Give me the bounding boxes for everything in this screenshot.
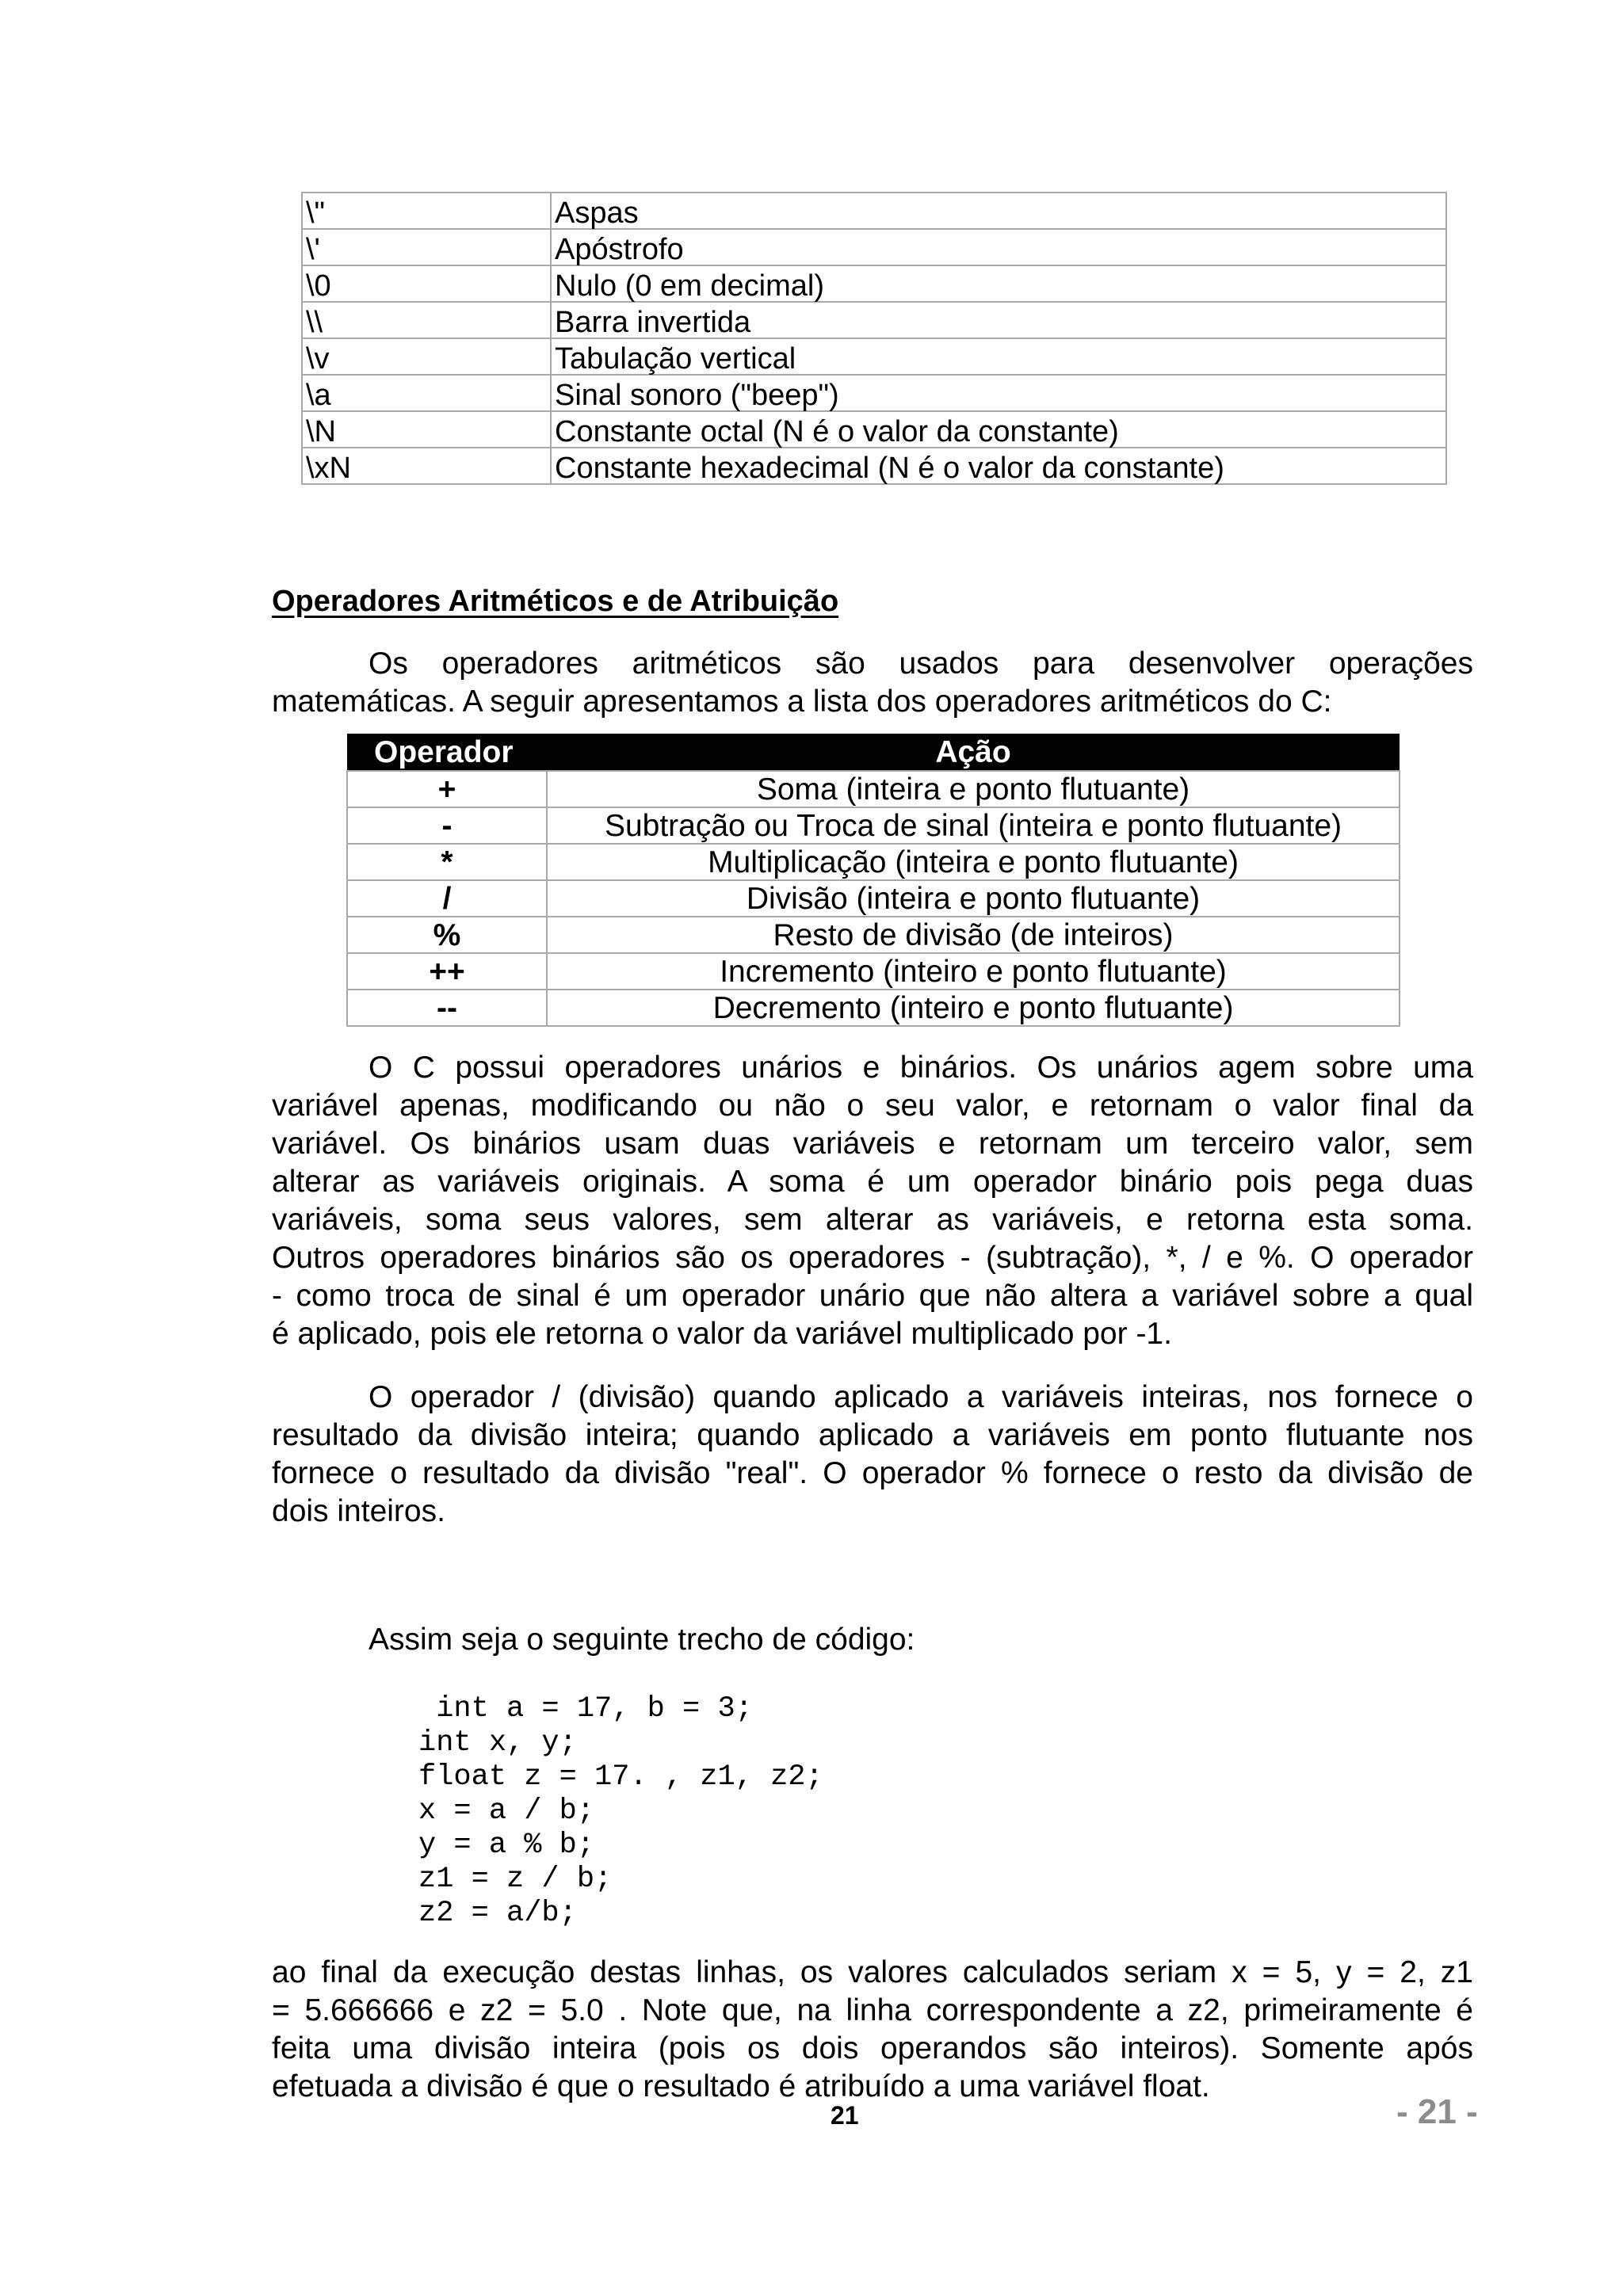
table-row	[302, 302, 1446, 338]
operator-cell: --	[347, 990, 547, 1026]
escape-code-cell: \v	[302, 338, 551, 375]
page-number: - 21 -	[1396, 2092, 1478, 2131]
text-line: O C possui operadores unários e binários. Os unários agem sobre uma	[369, 1051, 1473, 1085]
escape-meaning-cell: Aspas	[551, 193, 1446, 229]
text-line: ao final da execução destas linhas, os valores calculados seriam x = 5, y = 2, z1	[272, 1955, 1473, 1989]
section-heading: Operadores Aritméticos e de Atribuição	[272, 585, 839, 618]
escape-meaning-cell: Barra invertida	[551, 302, 1446, 338]
table-row	[347, 807, 1400, 844]
operators-table	[346, 734, 1400, 1027]
text-line: feita uma divisão inteira (pois os dois operandos são inteiros). Somente após	[272, 2031, 1473, 2065]
code-line: z2 = a/b;	[418, 1897, 577, 1930]
action-cell: Resto de divisão (de inteiros)	[547, 917, 1400, 953]
code-line: float z = 17. , z1, z2;	[418, 1760, 823, 1794]
table-row	[347, 917, 1400, 953]
escape-meaning-cell: Tabulação vertical	[551, 338, 1446, 375]
division-paragraph	[272, 1379, 1473, 1531]
action-cell: Multiplicação (inteira e ponto flutuante)	[547, 844, 1400, 880]
escape-meaning-cell: Nulo (0 em decimal)	[551, 265, 1446, 302]
table-row	[347, 953, 1400, 990]
escape-code-cell: \\	[302, 302, 551, 338]
intro-paragraph	[272, 645, 1473, 721]
escape-code-cell: \'	[302, 229, 551, 265]
text-line: Os operadores aritméticos são usados para desenvolver operações	[369, 646, 1473, 681]
table-row	[302, 265, 1446, 302]
text-line: Assim seja o seguinte trecho de código:	[369, 1623, 915, 1657]
escape-meaning-cell: Sinal sonoro ("beep")	[551, 375, 1446, 411]
text-line: variável. Os binários usam duas variáveis e retornam um terceiro valor, sem	[272, 1127, 1473, 1161]
text-line: = 5.666666 e z2 = 5.0 . Note que, na linha correspondente a z2, primeiramente é	[272, 1993, 1473, 2027]
text-line: matemáticas. A seguir apresentamos a lista dos operadores aritméticos do C:	[272, 685, 1332, 719]
operator-cell: ++	[347, 953, 547, 990]
code-snippet	[418, 1692, 823, 1931]
action-cell: Subtração ou Troca de sinal (inteira e ponto flutuante)	[547, 807, 1400, 844]
escape-code-cell: \xN	[302, 448, 551, 484]
table-row	[302, 411, 1446, 448]
operator-cell: /	[347, 880, 547, 917]
text-line: fornece o resultado da divisão "real". O operador % fornece o resto da divisão de	[272, 1456, 1473, 1490]
code-line: z1 = z / b;	[418, 1863, 613, 1896]
code-intro	[272, 1621, 1473, 1659]
table-row	[302, 375, 1446, 411]
code-line: x = a / b;	[418, 1794, 595, 1828]
code-line: int a = 17, b = 3;	[418, 1692, 753, 1726]
footer-number: 21	[831, 2101, 859, 2130]
table-row	[347, 771, 1400, 807]
table-row	[347, 844, 1400, 880]
code-line: int x, y;	[418, 1726, 577, 1760]
escape-code-cell: \N	[302, 411, 551, 448]
action-cell: Incremento (inteiro e ponto flutuante)	[547, 953, 1400, 990]
result-paragraph	[272, 1954, 1473, 2106]
table-row	[302, 448, 1446, 484]
text-line: Outros operadores binários são os operadores - (subtração), *, / e %. O operador	[272, 1241, 1473, 1275]
operator-cell: *	[347, 844, 547, 880]
text-line: efetuada a divisão é que o resultado é atribuído a uma variável float.	[272, 2069, 1210, 2103]
column-header-action: Ação	[547, 734, 1400, 771]
table-row	[347, 880, 1400, 917]
escape-code-cell: \a	[302, 375, 551, 411]
escape-sequences-table	[301, 192, 1447, 485]
action-cell: Decremento (inteiro e ponto flutuante)	[547, 990, 1400, 1026]
table-row	[302, 338, 1446, 375]
action-cell: Divisão (inteira e ponto flutuante)	[547, 880, 1400, 917]
operator-cell: %	[347, 917, 547, 953]
column-header-operator: Operador	[347, 734, 547, 771]
escape-meaning-cell: Apóstrofo	[551, 229, 1446, 265]
table-row	[302, 229, 1446, 265]
text-line: variáveis, soma seus valores, sem alterar as variáveis, e retorna esta soma.	[272, 1203, 1473, 1237]
text-line: O operador / (divisão) quando aplicado a variáveis inteiras, nos fornece o	[369, 1380, 1473, 1414]
text-line: alterar as variáveis originais. A soma é um operador binário pois pega duas	[272, 1165, 1473, 1199]
table-row	[347, 990, 1400, 1026]
text-line: - como troca de sinal é um operador unário que não altera a variável sobre a qual	[272, 1279, 1473, 1313]
text-line: variável apenas, modificando ou não o seu valor, e retornam o valor final da	[272, 1089, 1473, 1123]
operator-cell: +	[347, 771, 547, 807]
text-line: é aplicado, pois ele retorna o valor da variável multiplicado por -1.	[272, 1317, 1172, 1351]
escape-code-cell: \0	[302, 265, 551, 302]
unary-binary-paragraph	[272, 1049, 1473, 1353]
escape-code-cell: \"	[302, 193, 551, 229]
code-line: y = a % b;	[418, 1829, 595, 1862]
table-row	[302, 193, 1446, 229]
operator-cell: -	[347, 807, 547, 844]
escape-meaning-cell: Constante hexadecimal (N é o valor da constante)	[551, 448, 1446, 484]
action-cell: Soma (inteira e ponto flutuante)	[547, 771, 1400, 807]
text-line: resultado da divisão inteira; quando aplicado a variáveis em ponto flutuante nos	[272, 1418, 1473, 1452]
text-line: dois inteiros.	[272, 1494, 445, 1528]
escape-meaning-cell: Constante octal (N é o valor da constante)	[551, 411, 1446, 448]
